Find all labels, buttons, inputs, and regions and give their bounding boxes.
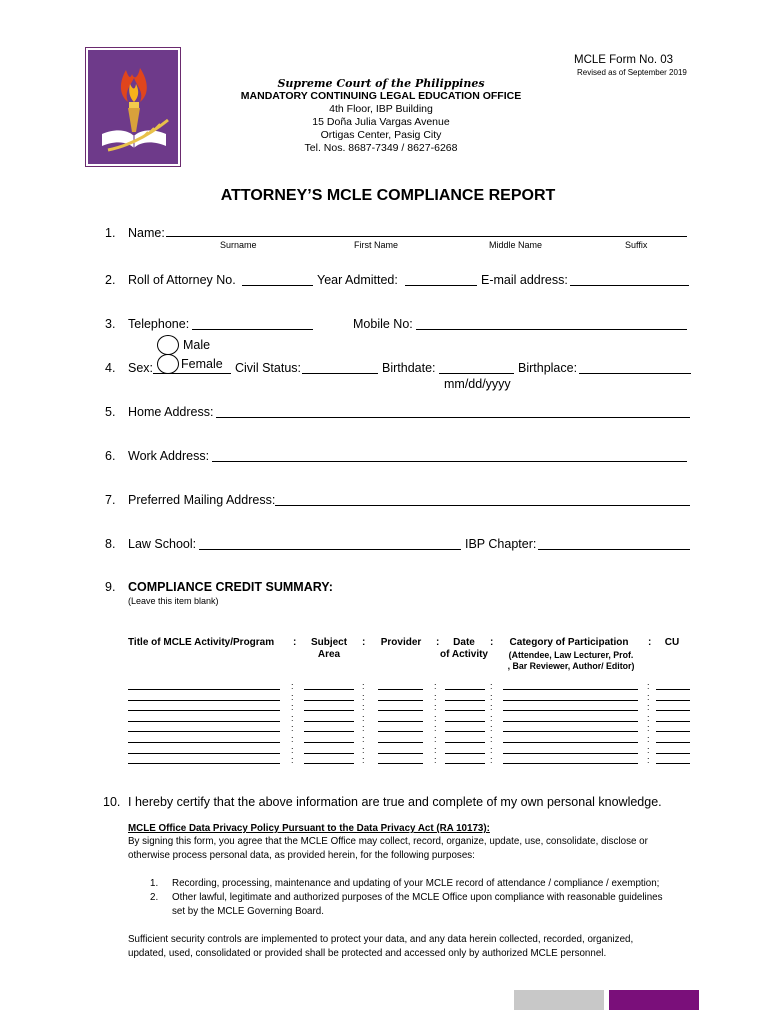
birthplace-field[interactable] (579, 373, 691, 374)
subject-cell[interactable] (304, 753, 354, 754)
row-separator: : (434, 723, 437, 734)
provider-cell[interactable] (378, 742, 423, 743)
row-separator: : (434, 744, 437, 755)
title-cell[interactable] (128, 700, 280, 701)
female-label: Female (181, 357, 223, 371)
privacy-intro-1: By signing this form, you agree that the MCLE Office may collect, record, organize, update, use, consolidate, disclose or (128, 836, 648, 847)
row-separator: : (434, 702, 437, 713)
office-telephone: Tel. Nos. 8687-7349 / 8627-6268 (304, 142, 458, 154)
privacy-closing-2: updated, used, consolidated or provided shall be protected and accessed only by authorized MCLE personnel. (128, 948, 607, 959)
item-number-6: 6. (105, 449, 116, 463)
date-cell[interactable] (445, 710, 485, 711)
subject-cell[interactable] (304, 763, 354, 764)
row-separator: : (362, 755, 365, 766)
purpose-2-line-1: Other lawful, legitimate and authorized purposes of the MCLE Office upon compliance with reasonable guidelines (172, 892, 663, 903)
title-cell[interactable] (128, 710, 280, 711)
col-date-header-2: of Activity (440, 649, 488, 660)
email-label: E-mail address: (481, 273, 568, 287)
row-separator: : (362, 744, 365, 755)
provider-cell[interactable] (378, 689, 423, 690)
date-cell[interactable] (445, 763, 485, 764)
category-cell[interactable] (503, 700, 638, 701)
row-separator: : (490, 691, 493, 702)
law-school-label: Law School: (128, 537, 197, 551)
col-category-header-1: Category of Participation (509, 637, 629, 648)
certification-text: I hereby certify that the above information are true and complete of my own personal knowledge. (128, 795, 662, 809)
row-separator: : (434, 691, 437, 702)
col-category-header-2: (Attendee, Law Lecturer, Prof. (508, 650, 634, 660)
date-format-caption: mm/dd/yyyy (444, 377, 511, 391)
row-separator: : (647, 712, 650, 723)
row-separator: : (490, 744, 493, 755)
mobile-label: Mobile No: (353, 317, 413, 331)
row-separator: : (490, 712, 493, 723)
category-cell[interactable] (503, 710, 638, 711)
row-separator: : (434, 755, 437, 766)
middle-name-caption: Middle Name (489, 240, 543, 250)
purpose-number-1: 1. (150, 878, 159, 889)
col-sep: : (362, 637, 366, 648)
row-separator: : (490, 681, 493, 691)
date-cell[interactable] (445, 689, 485, 690)
suffix-caption: Suffix (625, 240, 648, 250)
subject-cell[interactable] (304, 721, 354, 722)
mobile-field[interactable] (416, 329, 687, 330)
item-number-5: 5. (105, 405, 116, 419)
sex-field[interactable] (153, 373, 231, 374)
category-cell[interactable] (503, 721, 638, 722)
mailing-address-field[interactable] (275, 505, 690, 506)
home-address-field[interactable] (216, 417, 690, 418)
mcle-logo (85, 47, 181, 167)
item-number-3: 3. (105, 317, 116, 331)
date-cell[interactable] (445, 742, 485, 743)
row-separator: : (490, 755, 493, 766)
col-sep: : (648, 637, 652, 648)
work-address-label: Work Address: (128, 449, 210, 463)
col-subject-header-2: Area (317, 649, 341, 660)
subject-cell[interactable] (304, 710, 354, 711)
birthplace-label: Birthplace: (518, 361, 578, 375)
telephone-field[interactable] (192, 329, 313, 330)
name-field[interactable] (166, 236, 687, 237)
ibp-chapter-label: IBP Chapter: (465, 537, 537, 551)
row-separator: : (362, 734, 365, 744)
home-address-label: Home Address: (128, 405, 214, 419)
row-separator: : (490, 702, 493, 713)
row-separator: : (291, 723, 294, 734)
title-cell[interactable] (128, 753, 280, 754)
date-cell[interactable] (445, 731, 485, 732)
row-separator: : (490, 734, 493, 744)
cu-cell[interactable] (656, 721, 690, 722)
name-label: Name: (128, 226, 165, 240)
form-number: MCLE Form No. 03 (574, 54, 674, 66)
row-separator: : (647, 702, 650, 713)
privacy-heading: MCLE Office Data Privacy Policy Pursuant to the Data Privacy Act (RA 10173): (128, 823, 490, 834)
footer-purple-bar (609, 990, 699, 1010)
col-subject-header-1: Subject (310, 637, 348, 648)
purpose-1: Recording, processing, maintenance and updating of your MCLE record of attendance / compliance / exemption; (172, 878, 660, 889)
row-separator: : (291, 744, 294, 755)
item-number-4: 4. (105, 361, 116, 375)
row-separator: : (291, 691, 294, 702)
col-category-header-3: , Bar Reviewer, Author/ Editor) (507, 661, 635, 671)
office-name: MANDATORY CONTINUING LEGAL EDUCATION OFFICE (240, 90, 522, 102)
row-separator: : (434, 712, 437, 723)
male-label: Male (183, 338, 211, 352)
office-address-3: Ortigas Center, Pasig City (320, 129, 442, 141)
footer-grey-bar (514, 990, 604, 1010)
item-number-8: 8. (105, 537, 116, 551)
female-radio[interactable] (157, 354, 179, 374)
row-separator: : (291, 712, 294, 723)
birthdate-label: Birthdate: (382, 361, 436, 375)
col-title-header: Title of MCLE Activity/Program (128, 637, 275, 648)
torch-book-icon (88, 50, 180, 166)
cu-cell[interactable] (656, 742, 690, 743)
row-separator: : (647, 691, 650, 702)
email-field[interactable] (570, 285, 689, 286)
work-address-field[interactable] (212, 461, 687, 462)
row-separator: : (362, 723, 365, 734)
provider-cell[interactable] (378, 763, 423, 764)
category-cell[interactable] (503, 742, 638, 743)
ibp-chapter-field[interactable] (538, 549, 690, 550)
row-separator: : (490, 723, 493, 734)
row-separator: : (362, 681, 365, 691)
privacy-closing-1: Sufficient security controls are implemented to protect your data, and any data herein collected, recorded, organized, (128, 934, 634, 945)
row-separator: : (434, 734, 437, 744)
sex-label: Sex: (128, 361, 154, 375)
law-school-field[interactable] (199, 549, 461, 550)
subject-cell[interactable] (304, 689, 354, 690)
year-admitted-label: Year Admitted: (317, 273, 398, 287)
date-cell[interactable] (445, 753, 485, 754)
row-separator: : (291, 702, 294, 713)
category-cell[interactable] (503, 731, 638, 732)
civil-status-field[interactable] (302, 373, 378, 374)
birthdate-field[interactable] (439, 373, 514, 374)
row-separator: : (647, 734, 650, 744)
court-name: Supreme Court of the Philippines (277, 77, 485, 90)
title-cell[interactable] (128, 742, 280, 743)
row-separator: : (647, 723, 650, 734)
provider-cell[interactable] (378, 731, 423, 732)
cu-cell[interactable] (656, 710, 690, 711)
year-admitted-field[interactable] (405, 285, 477, 286)
cu-cell[interactable] (656, 753, 690, 754)
subject-cell[interactable] (304, 742, 354, 743)
item-number-2: 2. (105, 273, 116, 287)
logo-background (88, 50, 178, 164)
report-title: ATTORNEY’S MCLE COMPLIANCE REPORT (220, 187, 556, 204)
col-cu-header: CU (664, 637, 680, 648)
provider-cell[interactable] (378, 710, 423, 711)
title-cell[interactable] (128, 721, 280, 722)
roll-field[interactable] (242, 285, 313, 286)
category-cell[interactable] (503, 689, 638, 690)
col-sep: : (293, 637, 297, 648)
civil-status-label: Civil Status: (235, 361, 301, 375)
provider-cell[interactable] (378, 721, 423, 722)
provider-cell[interactable] (378, 753, 423, 754)
row-separator: : (362, 691, 365, 702)
category-cell[interactable] (503, 763, 638, 764)
office-address-1: 4th Floor, IBP Building (329, 103, 433, 115)
title-cell[interactable] (128, 689, 280, 690)
row-separator: : (434, 681, 437, 691)
date-cell[interactable] (445, 700, 485, 701)
first-name-caption: First Name (354, 240, 399, 250)
col-date-header-1: Date (453, 637, 475, 648)
col-provider-header: Provider (380, 637, 422, 648)
subject-cell[interactable] (304, 731, 354, 732)
row-separator: : (647, 755, 650, 766)
summary-note: (Leave this item blank) (128, 596, 219, 606)
row-separator: : (647, 681, 650, 691)
row-separator: : (291, 734, 294, 744)
row-separator: : (362, 702, 365, 713)
row-separator: : (647, 744, 650, 755)
cu-cell[interactable] (656, 763, 690, 764)
row-separator: : (291, 681, 294, 691)
item-number-9: 9. (105, 580, 116, 594)
row-separator: : (362, 712, 365, 723)
item-number-10: 10. (103, 795, 121, 809)
roll-label: Roll of Attorney No. (128, 273, 236, 287)
revision-date: Revised as of September 2019 (577, 68, 687, 77)
purpose-number-2: 2. (150, 892, 159, 903)
surname-caption: Surname (220, 240, 257, 250)
cu-cell[interactable] (656, 731, 690, 732)
purpose-2-line-2: set by the MCLE Governing Board. (172, 906, 324, 917)
category-cell[interactable] (503, 753, 638, 754)
office-address-2: 15 Doña Julia Vargas Avenue (312, 116, 450, 128)
title-cell[interactable] (128, 731, 280, 732)
row-separator: : (291, 755, 294, 766)
title-cell[interactable] (128, 763, 280, 764)
summary-heading: COMPLIANCE CREDIT SUMMARY: (128, 580, 333, 594)
cu-cell[interactable] (656, 700, 690, 701)
date-cell[interactable] (445, 721, 485, 722)
subject-cell[interactable] (304, 700, 354, 701)
privacy-intro-2: otherwise process personal data, as provided herein, for the following purposes: (128, 850, 475, 861)
item-number-1: 1. (105, 226, 116, 240)
provider-cell[interactable] (378, 700, 423, 701)
cu-cell[interactable] (656, 689, 690, 690)
male-radio[interactable] (157, 335, 179, 355)
mailing-address-label: Preferred Mailing Address: (128, 493, 276, 507)
col-sep: : (436, 637, 440, 648)
telephone-label: Telephone: (128, 317, 190, 331)
col-sep: : (490, 637, 494, 648)
item-number-7: 7. (105, 493, 116, 507)
